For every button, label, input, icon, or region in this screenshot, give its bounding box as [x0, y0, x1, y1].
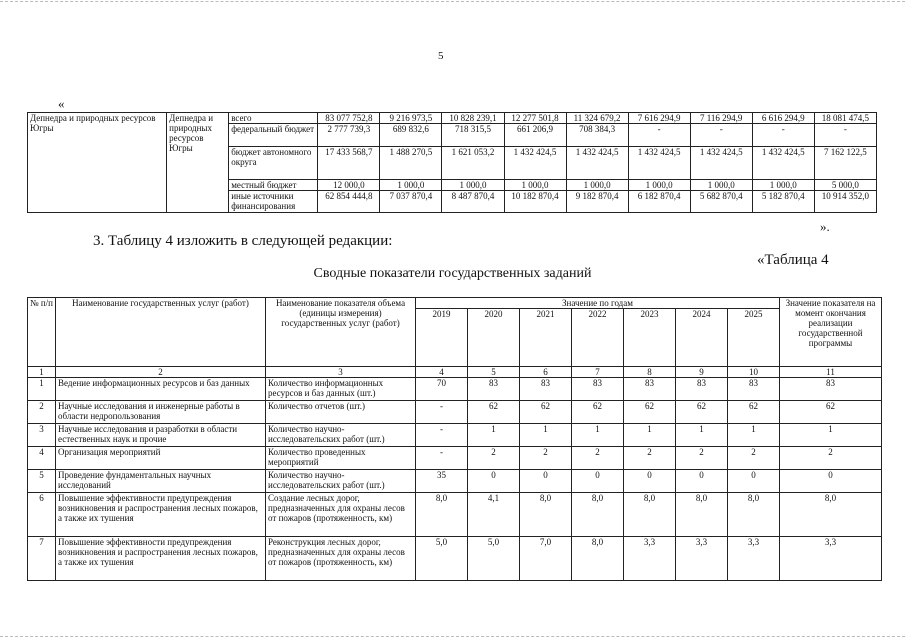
table-row [28, 493, 882, 537]
funding-org-cell: Депнедра и природных ресурсов Югры [28, 113, 167, 213]
table-row [28, 447, 882, 470]
year-value: 62 [572, 401, 624, 424]
funding-row [28, 113, 877, 124]
column-number: 7 [572, 367, 624, 378]
funding-value: 1 000,0 [752, 180, 814, 191]
column-number: 1 [28, 367, 56, 378]
funding-value: 2 777 739,3 [318, 124, 380, 147]
year-value: 0 [520, 470, 572, 493]
row-num: 3 [28, 424, 56, 447]
row-num: 4 [28, 447, 56, 470]
header-year: 2025 [728, 309, 780, 367]
header-num: № п/п [28, 298, 56, 367]
table-row [28, 401, 882, 424]
year-value: 3,3 [728, 537, 780, 581]
service-name: Научные исследования и разработки в области естественных наук и прочие [56, 424, 266, 447]
funding-value: 83 077 752,8 [318, 113, 380, 124]
year-value: - [416, 424, 468, 447]
funding-value: 1 432 424,5 [752, 147, 814, 180]
year-value: 1 [676, 424, 728, 447]
funding-value: - [814, 124, 876, 147]
funding-value: 12 000,0 [318, 180, 380, 191]
row-num: 7 [28, 537, 56, 581]
column-number: 9 [676, 367, 728, 378]
funding-table [27, 112, 877, 213]
table-row [28, 424, 882, 447]
year-value: 1 [728, 424, 780, 447]
funding-executor-cell: Депнедра и природных ресурсов Югры [167, 113, 229, 213]
year-value: 1 [624, 424, 676, 447]
header-year: 2021 [520, 309, 572, 367]
funding-value: - [752, 124, 814, 147]
funding-source: бюджет автономного округа [229, 147, 318, 180]
year-value: 0 [728, 470, 780, 493]
final-value: 3,3 [780, 537, 882, 581]
year-value: 83 [676, 378, 728, 401]
year-value: 8,0 [572, 493, 624, 537]
funding-value: 1 432 424,5 [628, 147, 690, 180]
funding-value: 5 182 870,4 [752, 191, 814, 213]
header-final-value: Значение показателя на момент окончания реализации государственной программы [780, 298, 882, 367]
funding-value: 6 182 870,4 [628, 191, 690, 213]
year-value: 62 [676, 401, 728, 424]
indicator-name: Количество информационных ресурсов и баз данных (шт.) [266, 378, 416, 401]
funding-value: 1 000,0 [566, 180, 628, 191]
year-value: 83 [572, 378, 624, 401]
scan-edge-top [0, 1, 905, 2]
table-row [28, 378, 882, 401]
year-value: 8,0 [728, 493, 780, 537]
table-caption: «Таблица 4 [757, 252, 829, 268]
header-year: 2023 [624, 309, 676, 367]
row-num: 6 [28, 493, 56, 537]
funding-value: 7 116 294,9 [690, 113, 752, 124]
year-value: 3,3 [624, 537, 676, 581]
funding-value: - [690, 124, 752, 147]
funding-value: 708 384,3 [566, 124, 628, 147]
funding-value: 1 432 424,5 [504, 147, 566, 180]
funding-value: 5 000,0 [814, 180, 876, 191]
year-value: 62 [520, 401, 572, 424]
funding-value: 18 081 474,5 [814, 113, 876, 124]
funding-value: 8 487 870,4 [442, 191, 504, 213]
final-value: 83 [780, 378, 882, 401]
funding-value: 9 216 973,5 [380, 113, 442, 124]
indicator-name: Количество научно-исследовательских работ (шт.) [266, 424, 416, 447]
year-value: 5,0 [468, 537, 520, 581]
funding-value: 17 433 568,7 [318, 147, 380, 180]
funding-source: всего [229, 113, 318, 124]
year-value: - [416, 447, 468, 470]
year-value: - [416, 401, 468, 424]
year-value: 62 [468, 401, 520, 424]
year-value: 1 [468, 424, 520, 447]
column-number-row [28, 367, 882, 378]
header-service: Наименование государственных услуг (работ) [56, 298, 266, 367]
table-title: Сводные показатели государственных заданий [313, 266, 592, 281]
summary-indicators-table [27, 297, 882, 581]
funding-value: 6 616 294,9 [752, 113, 814, 124]
header-year: 2024 [676, 309, 728, 367]
amendment-heading: 3. Таблицу 4 изложить в следующей редакции: [93, 233, 393, 249]
funding-value: 1 488 270,5 [380, 147, 442, 180]
year-value: 2 [520, 447, 572, 470]
column-number: 3 [266, 367, 416, 378]
funding-value: - [628, 124, 690, 147]
year-value: 83 [520, 378, 572, 401]
funding-value: 7 162 122,5 [814, 147, 876, 180]
final-value: 2 [780, 447, 882, 470]
year-value: 83 [624, 378, 676, 401]
table-row [28, 537, 882, 581]
year-value: 8,0 [624, 493, 676, 537]
funding-value: 5 682 870,4 [690, 191, 752, 213]
header-year: 2020 [468, 309, 520, 367]
scan-edge-bottom [0, 636, 905, 637]
service-name: Ведение информационных ресурсов и баз данных [56, 378, 266, 401]
final-value: 0 [780, 470, 882, 493]
row-num: 1 [28, 378, 56, 401]
year-value: 2 [728, 447, 780, 470]
indicator-name: Создание лесных дорог, предназначенных для охраны лесов от пожаров (протяженность, км) [266, 493, 416, 537]
funding-value: 9 182 870,4 [566, 191, 628, 213]
funding-value: 718 315,5 [442, 124, 504, 147]
year-value: 0 [676, 470, 728, 493]
funding-value: 1 000,0 [504, 180, 566, 191]
funding-value: 661 206,9 [504, 124, 566, 147]
closing-quote: ». [820, 219, 830, 234]
header-indicator: Наименование показателя объема (единицы измерения) государственных услуг (работ) [266, 298, 416, 367]
funding-value: 1 000,0 [628, 180, 690, 191]
funding-value: 1 000,0 [442, 180, 504, 191]
service-name: Повышение эффективности предупреждения возникновения и распространения лесных пожаров, а также их тушения [56, 537, 266, 581]
year-value: 4,1 [468, 493, 520, 537]
column-number: 5 [468, 367, 520, 378]
header-years-group: Значение по годам [416, 298, 780, 309]
column-number: 8 [624, 367, 676, 378]
year-value: 62 [728, 401, 780, 424]
table-row [28, 470, 882, 493]
year-value: 70 [416, 378, 468, 401]
service-name: Повышение эффективности предупреждения возникновения и распространения лесных пожаров, а также их тушения [56, 493, 266, 537]
indicator-name: Количество отчетов (шт.) [266, 401, 416, 424]
year-value: 2 [572, 447, 624, 470]
funding-value: 7 616 294,9 [628, 113, 690, 124]
year-value: 8,0 [676, 493, 728, 537]
year-value: 8,0 [416, 493, 468, 537]
final-value: 1 [780, 424, 882, 447]
year-value: 7,0 [520, 537, 572, 581]
funding-source: местный бюджет [229, 180, 318, 191]
year-value: 35 [416, 470, 468, 493]
column-number: 4 [416, 367, 468, 378]
year-value: 83 [468, 378, 520, 401]
row-num: 2 [28, 401, 56, 424]
service-name: Научные исследования и инженерные работы в области недропользования [56, 401, 266, 424]
indicator-name: Количество проведенных мероприятий [266, 447, 416, 470]
header-year: 2019 [416, 309, 468, 367]
column-number: 10 [728, 367, 780, 378]
header-row [28, 298, 882, 309]
page-number: 5 [438, 50, 444, 62]
service-name: Проведение фундаментальных научных исследований [56, 470, 266, 493]
indicator-name: Реконструкция лесных дорог, предназначенных для охраны лесов от пожаров (протяженность, км) [266, 537, 416, 581]
header-year: 2022 [572, 309, 624, 367]
funding-value: 1 000,0 [380, 180, 442, 191]
funding-value: 10 828 239,1 [442, 113, 504, 124]
funding-value: 1 432 424,5 [566, 147, 628, 180]
funding-value: 10 914 352,0 [814, 191, 876, 213]
funding-value: 11 324 679,2 [566, 113, 628, 124]
year-value: 1 [520, 424, 572, 447]
indicator-name: Количество научно-исследовательских работ (шт.) [266, 470, 416, 493]
funding-value: 12 277 501,8 [504, 113, 566, 124]
funding-source: иные источники финансирования [229, 191, 318, 213]
year-value: 8,0 [520, 493, 572, 537]
funding-value: 1 432 424,5 [690, 147, 752, 180]
year-value: 5,0 [416, 537, 468, 581]
year-value: 83 [728, 378, 780, 401]
funding-value: 689 832,6 [380, 124, 442, 147]
year-value: 8,0 [572, 537, 624, 581]
row-num: 5 [28, 470, 56, 493]
year-value: 0 [468, 470, 520, 493]
year-value: 3,3 [676, 537, 728, 581]
column-number: 11 [780, 367, 882, 378]
column-number: 2 [56, 367, 266, 378]
funding-value: 1 621 053,2 [442, 147, 504, 180]
service-name: Организация мероприятий [56, 447, 266, 470]
year-value: 2 [468, 447, 520, 470]
year-value: 2 [624, 447, 676, 470]
year-value: 1 [572, 424, 624, 447]
year-value: 0 [572, 470, 624, 493]
funding-value: 1 000,0 [690, 180, 752, 191]
year-value: 2 [676, 447, 728, 470]
final-value: 62 [780, 401, 882, 424]
year-value: 0 [624, 470, 676, 493]
funding-value: 62 854 444,8 [318, 191, 380, 213]
funding-value: 7 037 870,4 [380, 191, 442, 213]
column-number: 6 [520, 367, 572, 378]
funding-source: федеральный бюджет [229, 124, 318, 147]
final-value: 8,0 [780, 493, 882, 537]
year-value: 62 [624, 401, 676, 424]
funding-value: 10 182 870,4 [504, 191, 566, 213]
opening-quote: « [58, 96, 65, 111]
